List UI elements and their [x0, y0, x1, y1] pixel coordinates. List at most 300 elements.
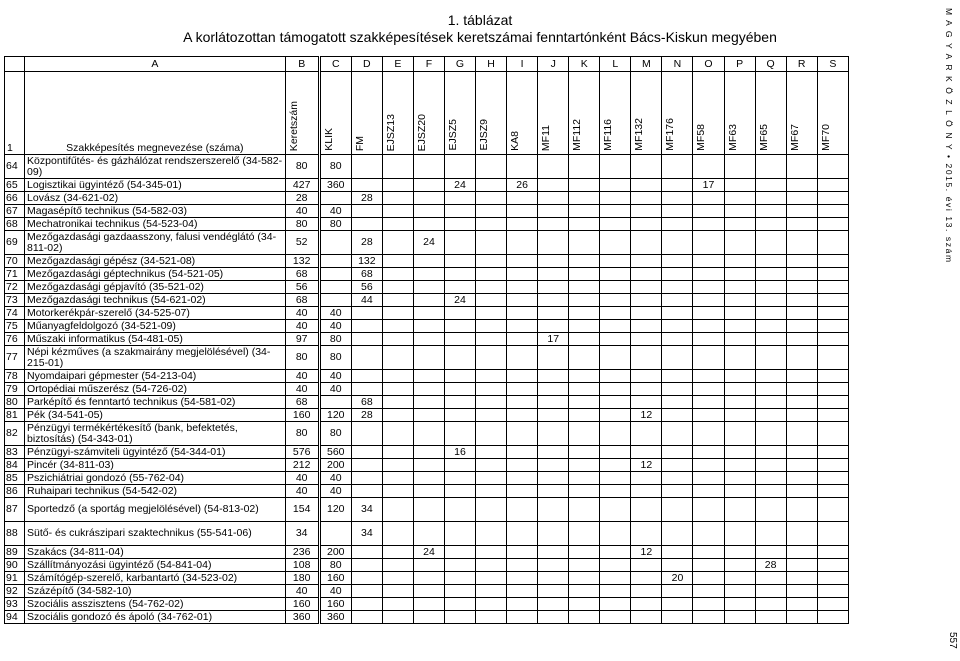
value-cell	[693, 446, 724, 459]
value-cell	[662, 205, 693, 218]
qualification-name: Központifűtés- és gázhálózat rendszerszerelő (34-582-09)	[25, 155, 286, 179]
value-cell	[817, 155, 848, 179]
value-cell	[755, 320, 786, 333]
value-cell: 28	[755, 559, 786, 572]
value-cell	[600, 546, 631, 559]
value-cell	[507, 546, 538, 559]
value-cell	[631, 370, 662, 383]
column-letter: L	[600, 57, 631, 72]
value-cell: 68	[351, 396, 382, 409]
value-cell	[755, 611, 786, 624]
row-number: 86	[5, 485, 25, 498]
column-header-label: MF63	[726, 124, 739, 151]
value-cell	[382, 294, 413, 307]
value-cell	[662, 307, 693, 320]
value-cell	[476, 192, 507, 205]
value-cell	[382, 396, 413, 409]
row-number: 75	[5, 320, 25, 333]
value-cell	[507, 472, 538, 485]
qualification-name: Motorkerékpár-szerelő (34-525-07)	[25, 307, 286, 320]
value-cell	[413, 346, 444, 370]
value-cell	[693, 585, 724, 598]
value-cell: 40	[285, 320, 319, 333]
value-cell	[351, 155, 382, 179]
value-cell	[351, 205, 382, 218]
value-cell: 40	[319, 585, 351, 598]
value-cell	[631, 485, 662, 498]
value-cell	[786, 546, 817, 559]
value-cell	[507, 192, 538, 205]
value-cell	[662, 459, 693, 472]
value-cell	[631, 598, 662, 611]
value-cell	[476, 268, 507, 281]
value-cell	[693, 218, 724, 231]
value-cell	[569, 370, 600, 383]
value-cell	[476, 485, 507, 498]
column-header-label: Keretszám	[287, 100, 300, 151]
value-cell	[600, 611, 631, 624]
value-cell	[538, 320, 569, 333]
value-cell	[817, 383, 848, 396]
value-cell	[631, 559, 662, 572]
value-cell	[631, 218, 662, 231]
value-cell	[382, 346, 413, 370]
value-cell	[569, 559, 600, 572]
value-cell	[755, 218, 786, 231]
column-header	[569, 72, 600, 155]
value-cell	[693, 346, 724, 370]
value-cell	[476, 459, 507, 472]
value-cell	[662, 472, 693, 485]
qualification-name: Szociális gondozó és ápoló (34-762-01)	[25, 611, 286, 624]
value-cell: 40	[319, 472, 351, 485]
value-cell	[413, 333, 444, 346]
value-cell	[444, 231, 475, 255]
value-cell: 360	[319, 611, 351, 624]
table-row	[5, 346, 849, 370]
column-header	[631, 72, 662, 155]
value-cell	[724, 522, 755, 546]
value-cell: 17	[538, 333, 569, 346]
row-number: 70	[5, 255, 25, 268]
row-number: 80	[5, 396, 25, 409]
value-cell	[569, 192, 600, 205]
value-cell: 80	[319, 155, 351, 179]
value-cell	[600, 598, 631, 611]
value-cell	[817, 485, 848, 498]
value-cell	[693, 498, 724, 522]
value-cell	[662, 585, 693, 598]
value-cell	[693, 572, 724, 585]
value-cell	[382, 559, 413, 572]
value-cell	[786, 307, 817, 320]
value-cell: 20	[662, 572, 693, 585]
value-cell	[755, 485, 786, 498]
table-row	[5, 192, 849, 205]
value-cell	[413, 572, 444, 585]
value-cell	[413, 459, 444, 472]
value-cell	[786, 396, 817, 409]
column-letter-row	[5, 57, 849, 72]
qualification-name: Pincér (34-811-03)	[25, 459, 286, 472]
value-cell	[755, 155, 786, 179]
value-cell: 80	[319, 422, 351, 446]
value-cell: 24	[413, 231, 444, 255]
value-cell	[413, 522, 444, 546]
value-cell	[382, 485, 413, 498]
value-cell	[600, 155, 631, 179]
value-cell	[569, 522, 600, 546]
value-cell	[444, 522, 475, 546]
value-cell	[755, 255, 786, 268]
value-cell	[507, 598, 538, 611]
qualification-name: Pénzügyi termékértékesítő (bank, befektetés, biztosítás) (54-343-01)	[25, 422, 286, 446]
value-cell	[786, 346, 817, 370]
qualification-name: Logisztikai ügyintéző (54-345-01)	[25, 179, 286, 192]
value-cell: 160	[319, 572, 351, 585]
value-cell	[476, 179, 507, 192]
table-row	[5, 205, 849, 218]
value-cell	[444, 281, 475, 294]
value-cell: 68	[285, 268, 319, 281]
value-cell	[382, 472, 413, 485]
row-number: 93	[5, 598, 25, 611]
value-cell: 40	[285, 485, 319, 498]
value-cell	[319, 192, 351, 205]
value-cell	[631, 205, 662, 218]
value-cell	[382, 192, 413, 205]
value-cell	[786, 598, 817, 611]
value-cell	[444, 383, 475, 396]
value-cell: 26	[507, 179, 538, 192]
value-cell	[413, 472, 444, 485]
value-cell	[631, 446, 662, 459]
value-cell	[724, 485, 755, 498]
value-cell	[507, 346, 538, 370]
value-cell: 40	[319, 205, 351, 218]
value-cell	[351, 422, 382, 446]
value-cell	[507, 370, 538, 383]
value-cell	[569, 231, 600, 255]
value-cell	[600, 307, 631, 320]
value-cell	[631, 383, 662, 396]
qualification-name: Műszaki informatikus (54-481-05)	[25, 333, 286, 346]
value-cell	[507, 294, 538, 307]
column-header	[786, 72, 817, 155]
value-cell	[786, 522, 817, 546]
value-cell	[413, 294, 444, 307]
value-cell: 427	[285, 179, 319, 192]
table-row	[5, 255, 849, 268]
value-cell	[786, 572, 817, 585]
value-cell	[507, 231, 538, 255]
value-cell	[444, 611, 475, 624]
row-number: 76	[5, 333, 25, 346]
value-cell	[413, 409, 444, 422]
value-cell	[319, 268, 351, 281]
qualification-name: Mezőgazdasági gazdaasszony, falusi vendéglátó (34-811-02)	[25, 231, 286, 255]
column-letter: E	[382, 57, 413, 72]
value-cell	[382, 611, 413, 624]
value-cell	[413, 559, 444, 572]
value-cell: 56	[351, 281, 382, 294]
qualification-name: Nyomdaipari gépmester (54-213-04)	[25, 370, 286, 383]
value-cell	[476, 333, 507, 346]
table-row	[5, 559, 849, 572]
value-cell	[507, 218, 538, 231]
value-cell	[538, 522, 569, 546]
column-letter: M	[631, 57, 662, 72]
value-cell	[693, 370, 724, 383]
value-cell	[319, 255, 351, 268]
column-letter: H	[476, 57, 507, 72]
table-caption: 1. táblázat	[447, 12, 513, 28]
value-cell	[786, 472, 817, 485]
value-cell	[382, 422, 413, 446]
value-cell: 97	[285, 333, 319, 346]
row-number: 74	[5, 307, 25, 320]
value-cell	[351, 598, 382, 611]
value-cell	[319, 396, 351, 409]
qualification-name: Szakács (34-811-04)	[25, 546, 286, 559]
value-cell	[724, 179, 755, 192]
value-cell	[662, 485, 693, 498]
value-cell	[538, 294, 569, 307]
value-cell	[755, 522, 786, 546]
value-cell	[507, 383, 538, 396]
value-cell	[662, 333, 693, 346]
value-cell	[444, 472, 475, 485]
table-row	[5, 231, 849, 255]
value-cell	[786, 370, 817, 383]
value-cell	[786, 281, 817, 294]
value-cell	[724, 281, 755, 294]
table-row	[5, 585, 849, 598]
value-cell: 80	[319, 346, 351, 370]
value-cell	[662, 409, 693, 422]
value-cell	[786, 459, 817, 472]
value-cell	[724, 459, 755, 472]
qualification-name: Ortopédiai műszerész (54-726-02)	[25, 383, 286, 396]
value-cell	[817, 598, 848, 611]
value-cell	[631, 396, 662, 409]
value-cell	[817, 409, 848, 422]
value-cell	[755, 498, 786, 522]
value-cell	[507, 585, 538, 598]
value-cell	[538, 281, 569, 294]
row-number: 91	[5, 572, 25, 585]
value-cell	[817, 472, 848, 485]
value-cell	[600, 294, 631, 307]
value-cell	[569, 346, 600, 370]
table-row	[5, 268, 849, 281]
value-cell	[631, 346, 662, 370]
value-cell: 200	[319, 546, 351, 559]
value-cell: 108	[285, 559, 319, 572]
column-header-label: MF70	[819, 124, 832, 151]
value-cell	[693, 472, 724, 485]
value-cell	[507, 155, 538, 179]
qualification-name: Sütő- és cukrászipari szaktechnikus (55-541-06)	[25, 522, 286, 546]
value-cell: 80	[285, 218, 319, 231]
value-cell	[476, 572, 507, 585]
value-cell	[507, 522, 538, 546]
column-header	[755, 72, 786, 155]
value-cell	[631, 155, 662, 179]
row-number: 94	[5, 611, 25, 624]
value-cell	[351, 370, 382, 383]
value-cell	[755, 383, 786, 396]
value-cell	[444, 546, 475, 559]
value-cell	[600, 498, 631, 522]
value-cell: 34	[285, 522, 319, 546]
header-row-number: 1	[5, 72, 25, 155]
qualification-name: Százépítő (34-582-10)	[25, 585, 286, 598]
value-cell	[569, 459, 600, 472]
value-cell: 24	[444, 294, 475, 307]
qualification-name: Lovász (34-621-02)	[25, 192, 286, 205]
column-header	[693, 72, 724, 155]
row-number: 69	[5, 231, 25, 255]
value-cell: 68	[285, 294, 319, 307]
value-cell: 28	[351, 409, 382, 422]
value-cell	[693, 559, 724, 572]
column-header-label: EJSZ20	[415, 113, 428, 151]
value-cell	[786, 320, 817, 333]
value-cell	[351, 485, 382, 498]
value-cell	[476, 205, 507, 218]
value-cell	[351, 307, 382, 320]
value-cell	[786, 205, 817, 218]
value-cell	[662, 446, 693, 459]
value-cell: 80	[319, 559, 351, 572]
value-cell	[444, 485, 475, 498]
value-cell	[662, 155, 693, 179]
value-cell	[724, 559, 755, 572]
header-row	[5, 72, 849, 155]
value-cell	[600, 472, 631, 485]
row-number: 68	[5, 218, 25, 231]
value-cell: 40	[319, 320, 351, 333]
value-cell	[786, 409, 817, 422]
value-cell	[600, 281, 631, 294]
value-cell	[755, 268, 786, 281]
value-cell: 154	[285, 498, 319, 522]
value-cell	[538, 422, 569, 446]
qualification-name: Szállítmányozási ügyintéző (54-841-04)	[25, 559, 286, 572]
table-row	[5, 598, 849, 611]
value-cell	[444, 155, 475, 179]
value-cell	[755, 179, 786, 192]
value-cell	[538, 598, 569, 611]
row-number: 72	[5, 281, 25, 294]
value-cell	[413, 218, 444, 231]
value-cell	[413, 192, 444, 205]
value-cell	[476, 255, 507, 268]
value-cell	[382, 446, 413, 459]
value-cell	[755, 205, 786, 218]
value-cell	[538, 498, 569, 522]
value-cell	[724, 396, 755, 409]
value-cell	[817, 546, 848, 559]
value-cell	[413, 205, 444, 218]
column-header	[538, 72, 569, 155]
value-cell	[817, 320, 848, 333]
column-header	[319, 72, 351, 155]
value-cell	[631, 294, 662, 307]
value-cell	[755, 231, 786, 255]
value-cell	[476, 307, 507, 320]
value-cell	[507, 268, 538, 281]
value-cell	[476, 472, 507, 485]
column-header	[600, 72, 631, 155]
value-cell	[413, 370, 444, 383]
value-cell	[786, 231, 817, 255]
value-cell	[413, 611, 444, 624]
row-number: 73	[5, 294, 25, 307]
value-cell	[631, 307, 662, 320]
value-cell	[382, 333, 413, 346]
value-cell	[476, 559, 507, 572]
row-number: 83	[5, 446, 25, 459]
column-header	[817, 72, 848, 155]
value-cell	[817, 231, 848, 255]
value-cell	[724, 218, 755, 231]
value-cell	[351, 346, 382, 370]
row-number: 77	[5, 346, 25, 370]
value-cell	[413, 307, 444, 320]
value-cell	[662, 281, 693, 294]
value-cell	[693, 485, 724, 498]
value-cell	[786, 446, 817, 459]
column-header	[444, 72, 475, 155]
value-cell	[538, 396, 569, 409]
value-cell	[693, 268, 724, 281]
value-cell	[724, 346, 755, 370]
value-cell	[538, 546, 569, 559]
value-cell	[444, 422, 475, 446]
value-cell: 52	[285, 231, 319, 255]
value-cell	[755, 459, 786, 472]
value-cell	[693, 231, 724, 255]
value-cell	[662, 396, 693, 409]
value-cell	[786, 218, 817, 231]
value-cell	[724, 294, 755, 307]
value-cell	[538, 446, 569, 459]
value-cell	[631, 572, 662, 585]
value-cell	[538, 559, 569, 572]
column-header-label: MF11	[540, 124, 553, 151]
value-cell	[319, 281, 351, 294]
value-cell	[724, 498, 755, 522]
value-cell: 120	[319, 498, 351, 522]
column-header-label: KLIK	[322, 128, 335, 151]
value-cell	[444, 205, 475, 218]
value-cell	[507, 572, 538, 585]
value-cell	[631, 320, 662, 333]
value-cell	[693, 598, 724, 611]
value-cell	[476, 598, 507, 611]
value-cell	[817, 446, 848, 459]
column-letter: K	[569, 57, 600, 72]
value-cell	[413, 383, 444, 396]
column-letter: N	[662, 57, 693, 72]
value-cell	[569, 409, 600, 422]
row-number: 64	[5, 155, 25, 179]
value-cell	[724, 572, 755, 585]
value-cell	[382, 585, 413, 598]
table-row	[5, 472, 849, 485]
